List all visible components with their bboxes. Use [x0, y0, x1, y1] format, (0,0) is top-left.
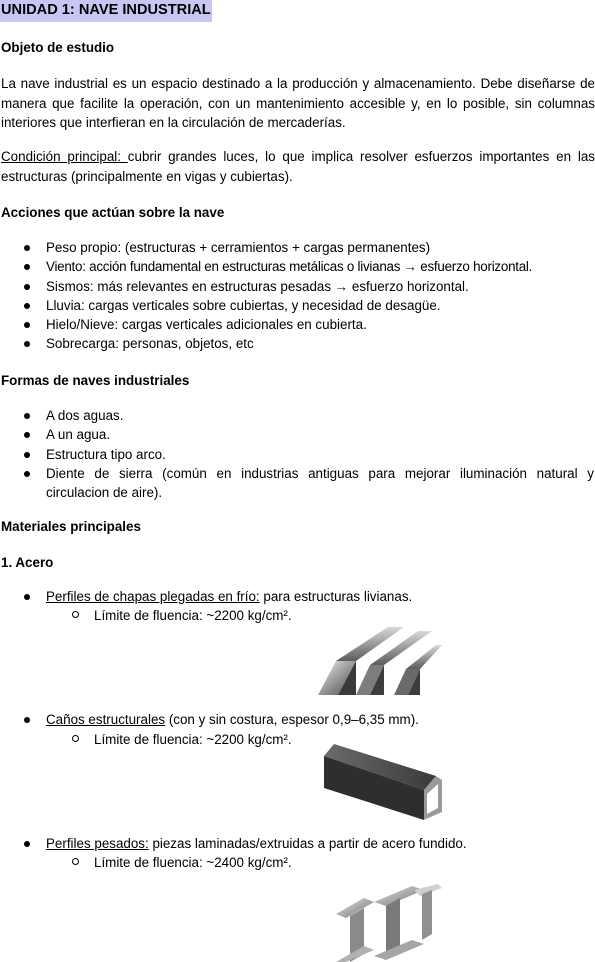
item-text: piezas laminadas/extruidas a partir de acero fundido. — [148, 836, 467, 851]
acero-item-2 — [0, 710, 594, 729]
list-item: Sismos: más relevantes en estructuras pesadas → esfuerzo horizontal. — [0, 277, 594, 296]
bullet-icon — [24, 594, 30, 600]
bullet-icon — [24, 245, 30, 251]
item-text: (con y sin costura, espesor 0,9–6,35 mm). — [165, 712, 419, 727]
acero-item-1 — [0, 587, 594, 606]
heavy-steel-profiles-image — [334, 884, 442, 962]
formas-list — [0, 406, 594, 502]
bullet-icon — [24, 322, 30, 328]
bullet-icon — [24, 413, 30, 419]
list-item: Lluvia: cargas verticales sobre cubiertas, y necesidad de desagüe. — [0, 296, 594, 315]
list-item: Diente de sierra (común en industrias antiguas para mejorar iluminación natural y circulacion de aire). — [0, 464, 594, 503]
section-heading-materiales: Materiales principales — [1, 519, 141, 534]
section-heading-objeto: Objeto de estudio — [1, 40, 115, 55]
bullet-icon — [24, 303, 30, 309]
bullet-icon — [24, 717, 30, 723]
item-label: Perfiles pesados: — [46, 836, 149, 851]
acero-item-2-sub: Límite de fluencia: ~2200 kg/cm². — [94, 730, 292, 749]
condicion-label: Condición principal: — [1, 149, 128, 164]
acero-item-3 — [0, 834, 594, 853]
item-text: para estructuras livianas. — [259, 589, 413, 604]
circle-bullet-icon — [72, 611, 79, 618]
structural-tube-image — [324, 744, 442, 820]
list-item: Estructura tipo arco. — [0, 445, 594, 464]
circle-bullet-icon — [72, 858, 79, 865]
section-heading-formas: Formas de naves industriales — [1, 373, 190, 388]
acciones-list — [0, 238, 594, 354]
list-item: Hielo/Nieve: cargas verticales adicionales en cubierta. — [0, 315, 594, 334]
list-item — [0, 587, 594, 606]
list-item: Viento: acción fundamental en estructuras metálicas o livianas → esfuerzo horizontal. — [0, 257, 594, 276]
bullet-icon — [24, 841, 30, 847]
bullet-icon — [24, 264, 30, 270]
item-label: Caños estructurales — [46, 712, 166, 727]
bullet-icon — [24, 432, 30, 438]
acero-item-1-sub: Límite de fluencia: ~2200 kg/cm². — [94, 606, 292, 625]
circle-bullet-icon — [72, 735, 79, 742]
bullet-icon — [24, 284, 30, 290]
objeto-paragraph: La nave industrial es un espacio destinado a la producción y almacenamiento. Debe diseñarse de manera que facilite la operación, con un mantenimiento accesible y, en lo posible, sin columnas interiores que interfieran en la circulación de mercaderías. — [1, 76, 595, 130]
section-heading-acciones: Acciones que actúan sobre la nave — [1, 205, 225, 220]
bullet-icon — [24, 471, 30, 477]
item-label: Perfiles de chapas plegadas en frío: — [46, 589, 260, 604]
page-title: UNIDAD 1: NAVE INDUSTRIAL — [0, 0, 212, 22]
list-item: A un agua. — [0, 425, 594, 444]
bullet-icon — [24, 452, 30, 458]
list-item — [0, 710, 594, 729]
bullet-icon — [24, 341, 30, 347]
condicion-text: cubrir grandes luces, lo que implica resolver esfuerzos importantes en las estructuras (principalmente en vigas y cubiertas). — [1, 149, 595, 184]
list-item: A dos aguas. — [0, 406, 594, 425]
list-item: Peso propio: (estructuras + cerramientos + cargas permanentes) — [0, 238, 594, 257]
list-item: Sobrecarga: personas, objetos, etc — [0, 334, 594, 353]
list-item — [0, 834, 594, 853]
subsection-heading-acero: 1. Acero — [1, 555, 54, 570]
cold-formed-profiles-image — [318, 621, 442, 695]
condicion-paragraph — [1, 147, 595, 186]
acero-item-3-sub: Límite de fluencia: ~2400 kg/cm². — [94, 853, 292, 872]
